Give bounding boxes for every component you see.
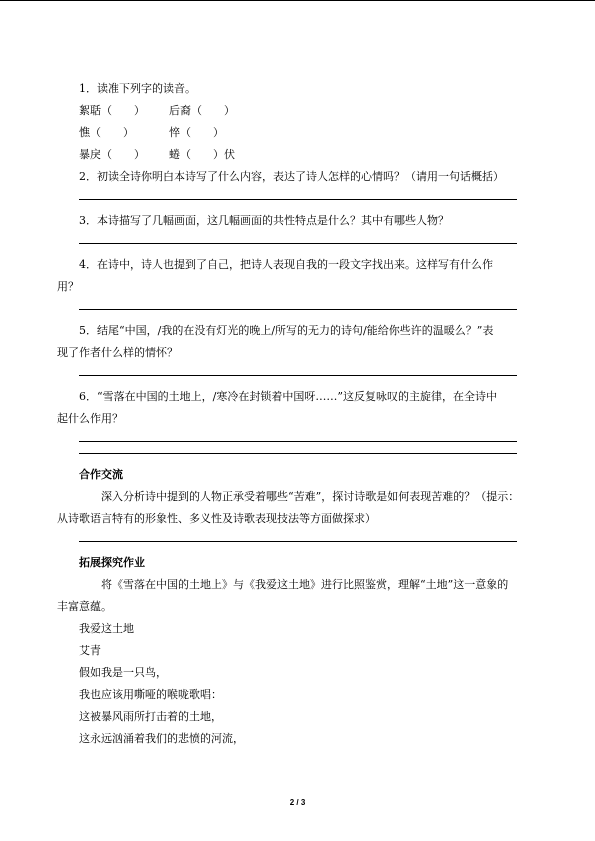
q1-row-2 (79, 122, 519, 144)
poem-line: 这被暴风雨所打击着的土地， (79, 710, 222, 723)
q2-text: 2．初读全诗你明白本诗写了什么内容，表达了诗人怎样的心情吗？（请用一句话概括） (79, 170, 504, 183)
section-heading-discussion: 合作交流 (79, 468, 123, 481)
q1-item: 絮聒（ ） (79, 104, 145, 117)
worksheet-content (57, 78, 520, 750)
page-top-rule (0, 0, 595, 1)
discussion-text-cont: 从诗歌语言特有的形象性、多义性及诗歌表现技法等方面做探求） (57, 512, 376, 525)
q5-text: 5．结尾“中国，/我的在没有灯光的晚上/所写的无力的诗句/能给你些许的温暖么？”表 (79, 324, 494, 337)
page-number: 2 / 3 (289, 798, 306, 807)
section-heading-extension: 拓展探究作业 (79, 556, 145, 569)
answer-line (79, 243, 517, 244)
q1-row-3 (79, 144, 519, 166)
extension-text-cont: 丰富意蕴。 (57, 600, 112, 613)
poem-line: 假如我是一只鸟， (79, 666, 167, 679)
q6-text: 6．“雪落在中国的土地上，/寒冷在封锁着中国呀……”这反复咏叹的主旋律，在全诗中 (79, 390, 497, 403)
q1-item: 后裔（ ） (169, 104, 235, 117)
q1-item: 暴戾（ ） (79, 148, 145, 161)
answer-line (79, 309, 517, 310)
discussion-text: 深入分析诗中提到的人物正承受着哪些“苦难”，探讨诗歌是如何表现苦难的？（提示： (101, 490, 520, 503)
q5-text-cont: 现了作者什么样的情怀？ (57, 346, 178, 359)
extension-text: 将《雪落在中国的土地上》与《我爱这土地》进行比照鉴赏，理解“土地”这一意象的 (101, 578, 509, 591)
q1-item: 憔（ ） (79, 126, 134, 139)
q1-row-1 (79, 100, 519, 122)
answer-line (79, 453, 517, 454)
answer-line (79, 375, 517, 376)
poem-title: 我爱这土地 (79, 622, 134, 635)
poem-line: 这永远汹涌着我们的悲愤的河流， (79, 732, 244, 745)
q4-text: 4．在诗中，诗人也提到了自己，把诗人表现自我的一段文字找出来。这样写有什么作 (79, 258, 493, 271)
q1-item: 悴（ ） (169, 126, 224, 139)
answer-line (79, 199, 517, 200)
answer-line (79, 441, 517, 442)
q6-text-cont: 起什么作用？ (57, 412, 123, 425)
q4-text-cont: 用？ (57, 280, 79, 293)
answer-line (79, 541, 517, 542)
poem-line: 我也应该用嘶哑的喉咙歌唱： (79, 688, 222, 701)
poem-author: 艾青 (79, 644, 101, 657)
q3-text: 3．本诗描写了几幅画面，这几幅画面的共性特点是什么？其中有哪些人物？ (79, 214, 449, 227)
q1-item: 蜷（ ）伏 (169, 148, 235, 161)
q1-stem: 1．读准下列字的读音。 (79, 82, 196, 95)
